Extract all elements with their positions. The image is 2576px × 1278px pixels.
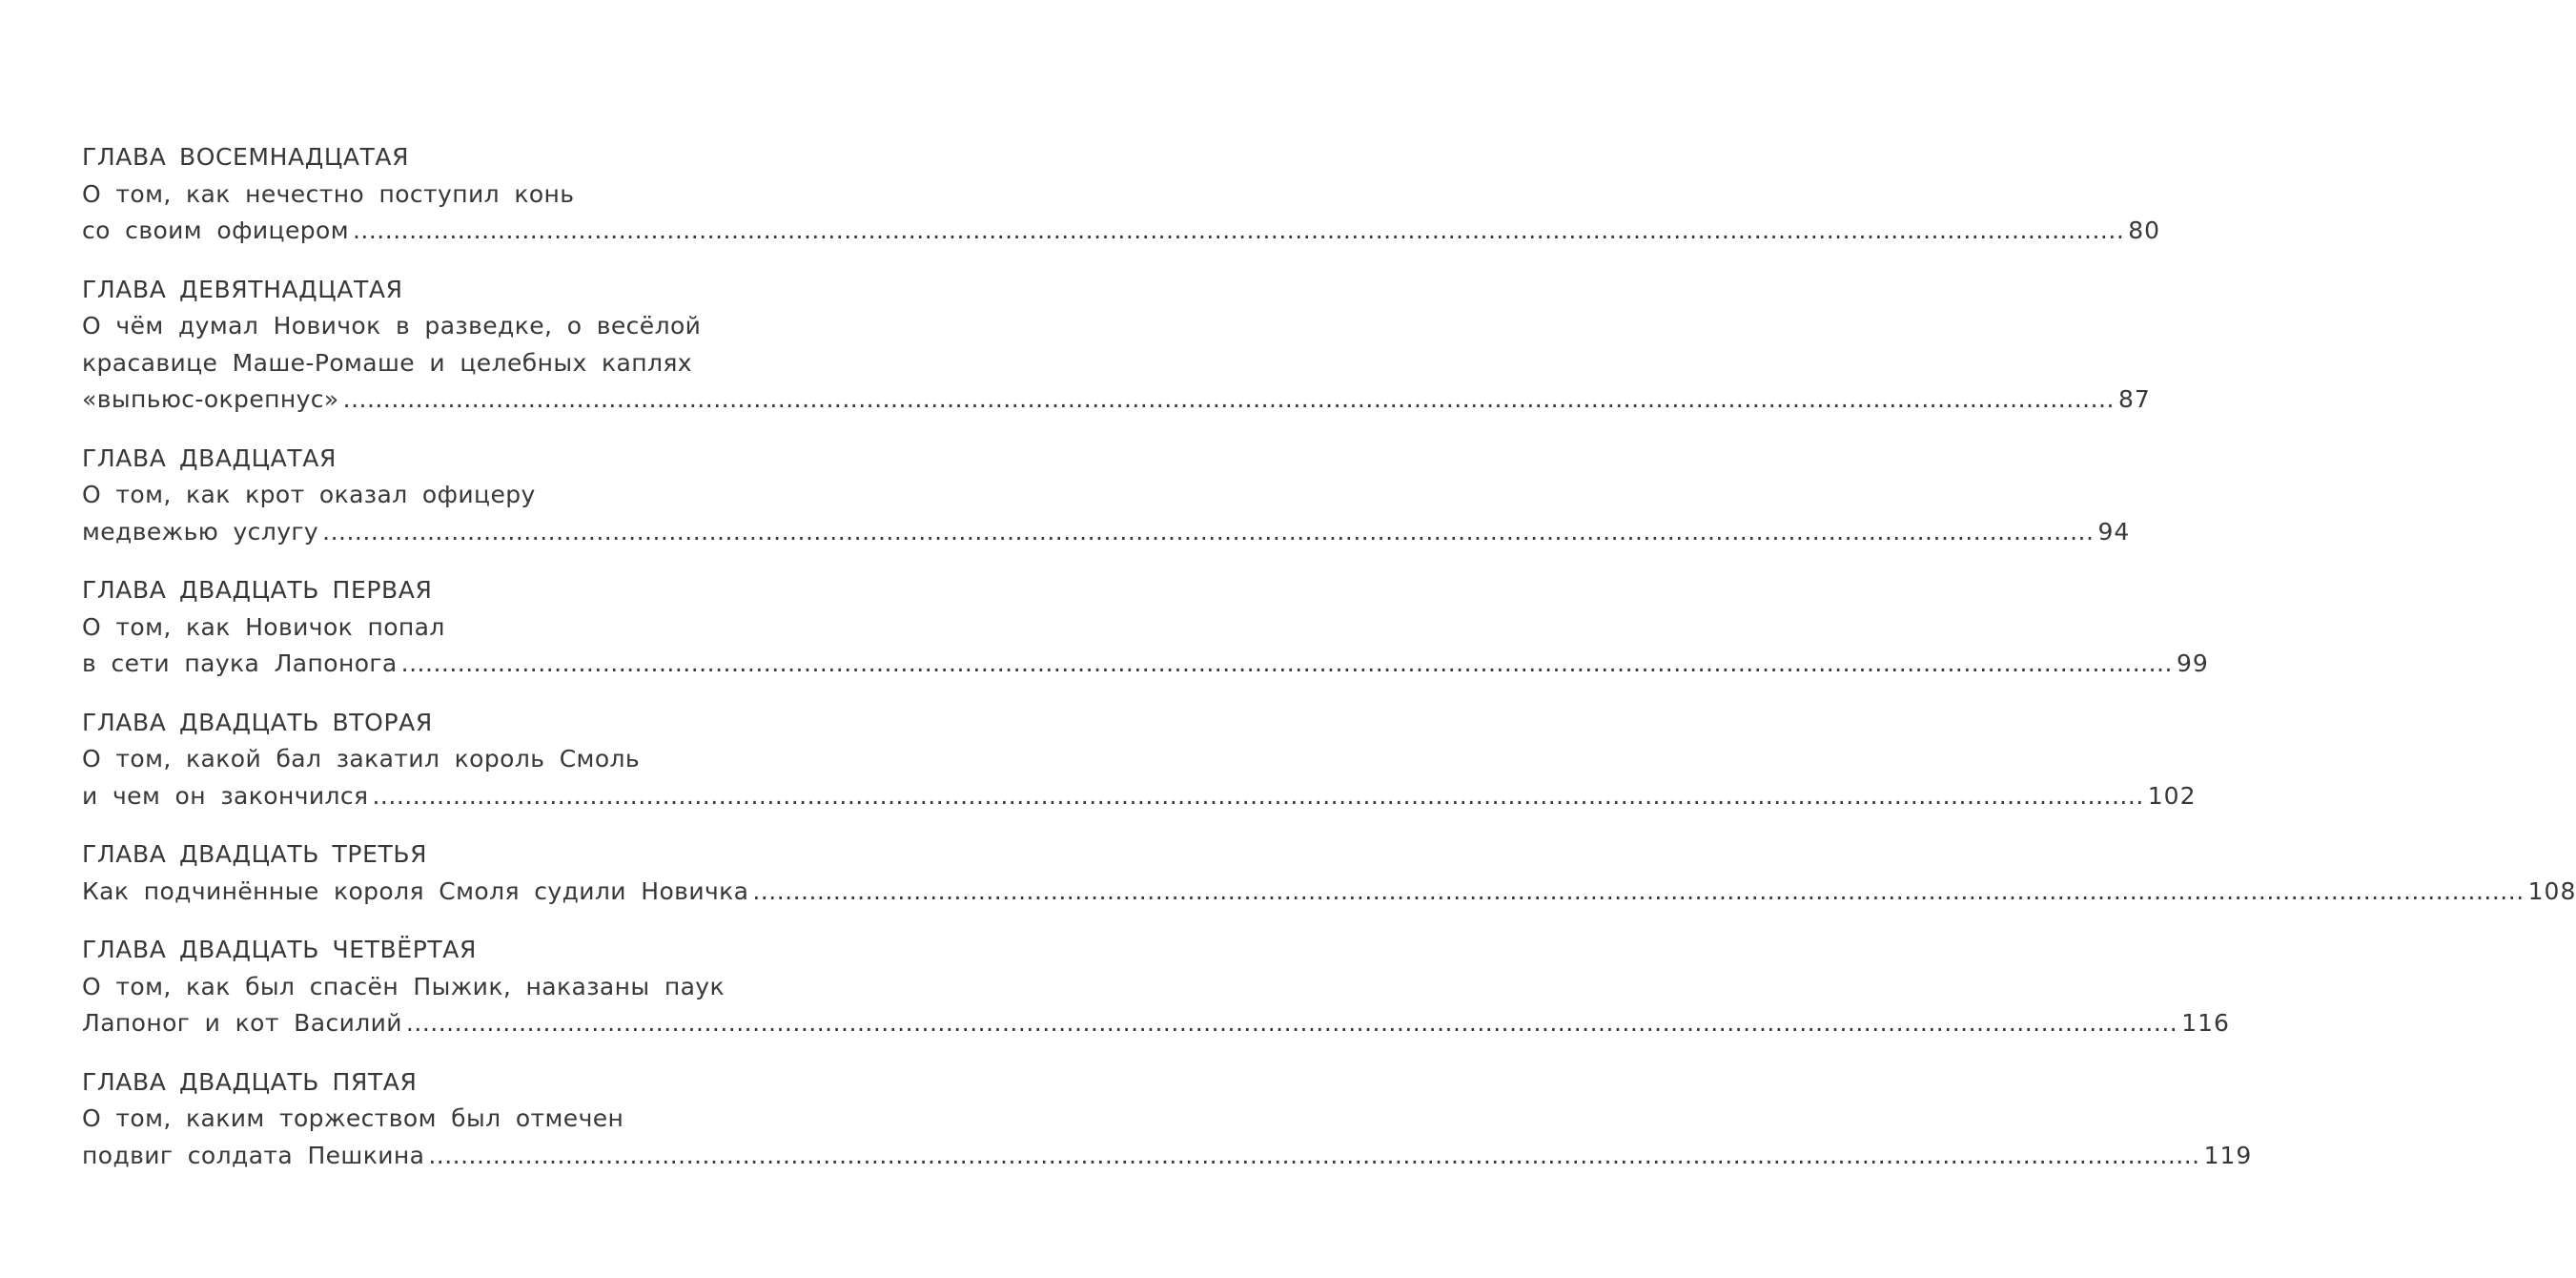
chapter-description-text: Лапоног и кот Василий: [82, 1009, 402, 1037]
chapter-description-last-line: [82, 381, 2151, 419]
chapter-description-line: О том, как крот оказал офицеру: [82, 481, 536, 508]
page-number: 116: [2181, 1009, 2230, 1037]
chapter-description-line: О том, каким торжеством был отмечен: [82, 1104, 624, 1132]
chapter-heading: ГЛАВА ДВАДЦАТЬ ПЯТАЯ: [82, 1067, 418, 1096]
toc-entry: [82, 272, 2151, 419]
table-of-contents: [82, 139, 2576, 1196]
dot-leader: ............................................................................................................................................................................................................................: [342, 385, 2115, 413]
chapter-description-line: О том, какой бал закатил король Смоль: [82, 745, 641, 773]
toc-entry: [82, 572, 2209, 683]
chapter-description-text: медвежью услугу: [82, 517, 319, 546]
chapter-heading: ГЛАВА ДВАДЦАТЬ ТРЕТЬЯ: [82, 840, 428, 868]
chapter-description-last-line: [82, 514, 2131, 551]
chapter-heading: ГЛАВА ДЕВЯТНАДЦАТАЯ: [82, 275, 403, 303]
toc-entry: [82, 1064, 2253, 1175]
page-number: 108: [2527, 876, 2576, 905]
dot-leader: ............................................................................................................................................................................................................................: [372, 781, 2144, 810]
toc-entry: [82, 932, 2230, 1042]
chapter-description-last-line: [82, 1005, 2230, 1042]
chapter-description-line: О том, как Новичок попал: [82, 612, 445, 641]
dot-leader: ............................................................................................................................................................................................................................: [428, 1141, 2200, 1169]
chapter-heading: ГЛАВА ДВАДЦАТАЯ: [82, 443, 337, 472]
toc-entry: [82, 836, 2576, 910]
chapter-description-last-line: [82, 213, 2161, 250]
chapter-description-text: подвиг солдата Пешкина: [82, 1141, 425, 1169]
chapter-heading: ГЛАВА ДВАДЦАТЬ ЧЕТВЁРТАЯ: [82, 936, 477, 963]
dot-leader: ............................................................................................................................................................................................................................: [400, 649, 2173, 677]
page-number: 80: [2128, 216, 2161, 244]
chapter-heading: ГЛАВА ДВАДЦАТЬ ВТОРАЯ: [82, 708, 433, 736]
page-number: 119: [2203, 1141, 2253, 1169]
toc-entry: [82, 139, 2161, 250]
dot-leader: ............................................................................................................................................................................................................................: [752, 876, 2525, 905]
dot-leader: ............................................................................................................................................................................................................................: [352, 216, 2125, 244]
chapter-description-last-line: [82, 1138, 2253, 1175]
chapter-heading: ГЛАВА ВОСЕМНАДЦАТАЯ: [82, 143, 410, 171]
chapter-description-line: красавице Маше-Ромаше и целебных каплях: [82, 348, 692, 377]
chapter-heading: ГЛАВА ДВАДЦАТЬ ПЕРВАЯ: [82, 576, 433, 604]
page-number: 94: [2097, 517, 2131, 546]
dot-leader: ............................................................................................................................................................................................................................: [405, 1009, 2178, 1037]
dot-leader: ............................................................................................................................................................................................................................: [322, 517, 2095, 546]
chapter-description-text: «выпьюс-окрепнус»: [82, 385, 339, 413]
chapter-description-last-line: [82, 646, 2209, 683]
chapter-description-text: в сети паука Лапонога: [82, 649, 398, 677]
toc-entry: [82, 441, 2131, 551]
page-number: 99: [2176, 649, 2209, 677]
chapter-description-last-line: [82, 778, 2197, 815]
chapter-description-line: О чём думал Новичок в разведке, о весёлой: [82, 312, 702, 340]
chapter-description-line: О том, как нечестно поступил конь: [82, 179, 575, 208]
page-number: 87: [2117, 385, 2151, 413]
page-number: 102: [2147, 781, 2197, 810]
chapter-description-text: и чем он закончился: [82, 781, 369, 810]
toc-entry: [82, 705, 2197, 815]
chapter-description-text: Как подчинённые короля Смоля судили Новичка: [82, 876, 749, 905]
chapter-description-text: со своим офицером: [82, 216, 349, 244]
chapter-description-last-line: [82, 874, 2576, 911]
chapter-description-line: О том, как был спасён Пыжик, наказаны паук: [82, 972, 726, 1000]
